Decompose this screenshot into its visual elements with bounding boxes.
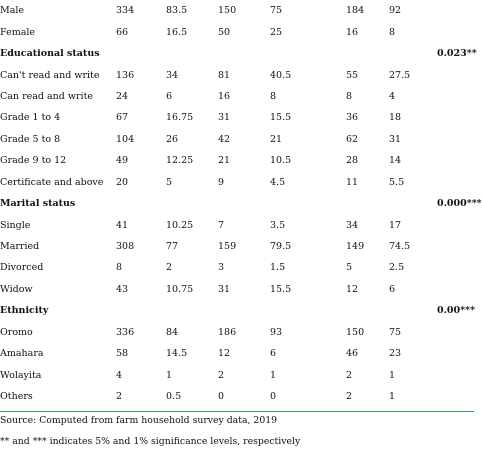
table-cell: 20 [116, 176, 129, 188]
table-cell: 79.5 [270, 241, 292, 253]
table-cell: 43 [116, 283, 129, 295]
empty-cell [437, 150, 474, 171]
table-cell: 150 [346, 326, 365, 338]
table-cell: 4 [116, 369, 123, 381]
table-cell: 14 [389, 155, 402, 167]
significance-note: ** and *** indicates 5% and 1% significance levels, respectively [0, 436, 301, 447]
table-cell: 4 [389, 90, 396, 102]
table-cell: 149 [346, 241, 365, 253]
table-cell: 3 [218, 262, 225, 274]
table-cell: 92 [389, 5, 402, 17]
empty-cell [437, 279, 474, 300]
table-cell: 21 [270, 133, 283, 145]
table-cell: 7 [218, 219, 225, 231]
table-row [0, 64, 474, 85]
table-cell: 1 [389, 369, 396, 381]
table-cell: 12 [346, 283, 359, 295]
table-cell: 1.5 [270, 262, 286, 274]
table-cell: 17 [389, 219, 402, 231]
table-row [0, 86, 474, 107]
table-cell: 186 [218, 326, 237, 338]
table-cell: 34 [346, 219, 359, 231]
table-cell: 77 [166, 241, 179, 253]
p-value: 0.023** [437, 48, 477, 60]
table-cell: 46 [346, 348, 359, 360]
table-cell: 136 [116, 69, 135, 81]
table-cell: 16 [346, 26, 359, 38]
table-cell: 2 [166, 262, 173, 274]
table-cell: 159 [218, 241, 237, 253]
table-cell: 81 [218, 69, 231, 81]
table-cell: 8 [270, 90, 277, 102]
empty-cell [437, 129, 474, 150]
table-cell: 3.5 [270, 219, 286, 231]
table-cell: 8 [389, 26, 396, 38]
table-cell: 93 [270, 326, 283, 338]
empty-cell [437, 64, 474, 85]
empty-cell [437, 86, 474, 107]
table-cell: 334 [116, 5, 135, 17]
empty-cell [437, 107, 474, 128]
table-row [0, 107, 474, 128]
table-row [0, 279, 474, 300]
table-cell: 1 [166, 369, 173, 381]
table-cell: 16.5 [166, 26, 188, 38]
table-cell: 15.5 [270, 283, 292, 295]
table-cell: 16 [218, 90, 231, 102]
table-cell: 2 [346, 391, 353, 403]
table-cell: 55 [346, 69, 359, 81]
row-label: Single [0, 219, 31, 231]
row-label: Oromo [0, 326, 33, 338]
table-cell: 41 [116, 219, 129, 231]
table-cell: 2 [116, 391, 123, 403]
table-bottom-rule [0, 411, 474, 412]
table-cell: 23 [389, 348, 402, 360]
table-cell: 9 [218, 176, 225, 188]
table-cell: 24 [116, 90, 129, 102]
table-cell: 40.5 [270, 69, 292, 81]
table-cell: 58 [116, 348, 129, 360]
table-row [0, 21, 474, 42]
table-cell: 49 [116, 155, 129, 167]
section-row [0, 43, 474, 64]
source-note: Source: Computed from farm household survey data, 2019 [0, 415, 278, 426]
table-cell: 31 [389, 133, 402, 145]
table-row [0, 172, 474, 193]
empty-cell [437, 236, 474, 257]
table-cell: 18 [389, 112, 402, 124]
table-cell: 31 [218, 112, 231, 124]
table-cell: 67 [116, 112, 129, 124]
table-cell: 5 [346, 262, 353, 274]
table-cell: 336 [116, 326, 135, 338]
table-cell: 150 [218, 5, 237, 17]
table-cell: 28 [346, 155, 359, 167]
table-cell: 308 [116, 241, 135, 253]
table-cell: 75 [389, 326, 402, 338]
row-label: Can't read and write [0, 69, 100, 81]
table-cell: 10.25 [166, 219, 194, 231]
table-cell: 1 [270, 369, 277, 381]
section-label: Ethnicity [0, 305, 49, 317]
table-row [0, 236, 474, 257]
section-label: Marital status [0, 198, 76, 210]
row-label: Wolayita [0, 369, 42, 381]
empty-cell [437, 214, 474, 235]
table-cell: 184 [346, 5, 365, 17]
table-cell: 36 [346, 112, 359, 124]
table-cell: 104 [116, 133, 135, 145]
table-cell: 2 [218, 369, 225, 381]
table-cell: 15.5 [270, 112, 292, 124]
table-row [0, 322, 474, 343]
section-row [0, 193, 474, 214]
table-cell: 8 [116, 262, 123, 274]
table-cell: 14.5 [166, 348, 188, 360]
table-cell: 5 [166, 176, 173, 188]
empty-cell [437, 172, 474, 193]
row-label: Divorced [0, 262, 44, 274]
row-label: Certificate and above [0, 176, 104, 188]
row-label: Female [0, 26, 36, 38]
table-cell: 26 [166, 133, 179, 145]
table-cell: 12.25 [166, 155, 194, 167]
table-cell: 74.5 [389, 241, 411, 253]
table-cell: 0 [218, 391, 225, 403]
table-cell: 16.75 [166, 112, 194, 124]
table-cell: 31 [218, 283, 231, 295]
table-cell: 62 [346, 133, 359, 145]
table-cell: 1 [389, 391, 396, 403]
table-cell: 6 [270, 348, 277, 360]
table-row [0, 343, 474, 364]
table-cell: 5.5 [389, 176, 405, 188]
table-cell: 11 [346, 176, 359, 188]
table-row [0, 0, 474, 21]
table-row [0, 386, 474, 407]
table-cell: 0.5 [166, 391, 182, 403]
empty-cell [437, 21, 474, 42]
table-cell: 21 [218, 155, 231, 167]
table-cell: 2.5 [389, 262, 405, 274]
table-cell: 42 [218, 133, 231, 145]
table-cell: 34 [166, 69, 179, 81]
p-value: 0.000*** [437, 198, 482, 210]
empty-cell [437, 257, 474, 278]
table-row [0, 364, 474, 385]
table-cell: 2 [346, 369, 353, 381]
empty-cell [437, 386, 474, 407]
table-cell: 4.5 [270, 176, 286, 188]
empty-cell [437, 364, 474, 385]
section-label: Educational status [0, 48, 100, 60]
row-label: Male [0, 5, 25, 17]
table-cell: 66 [116, 26, 129, 38]
table-cell: 10.5 [270, 155, 292, 167]
row-label: Grade 1 to 4 [0, 112, 61, 124]
section-row [0, 300, 474, 321]
table-cell: 12 [218, 348, 231, 360]
empty-cell [437, 343, 474, 364]
table-row [0, 257, 474, 278]
table-cell: 25 [270, 26, 283, 38]
table-cell: 6 [389, 283, 396, 295]
p-value: 0.00*** [437, 305, 476, 317]
table-cell: 8 [346, 90, 353, 102]
row-label: Can read and write [0, 90, 94, 102]
empty-cell [437, 0, 474, 21]
row-label: Married [0, 241, 40, 253]
empty-cell [437, 322, 474, 343]
table-row [0, 214, 474, 235]
table-cell: 0 [270, 391, 277, 403]
row-label: Amahara [0, 348, 44, 360]
table-cell: 84 [166, 326, 179, 338]
table-cell: 83.5 [166, 5, 188, 17]
table-row [0, 129, 474, 150]
table-row [0, 150, 474, 171]
table-cell: 50 [218, 26, 231, 38]
row-label: Others [0, 391, 33, 403]
table-cell: 10.75 [166, 283, 194, 295]
table-cell: 75 [270, 5, 283, 17]
row-label: Grade 5 to 8 [0, 133, 61, 145]
row-label: Grade 9 to 12 [0, 155, 67, 167]
table-cell: 6 [166, 90, 173, 102]
table-cell: 27.5 [389, 69, 411, 81]
row-label: Widow [0, 283, 33, 295]
